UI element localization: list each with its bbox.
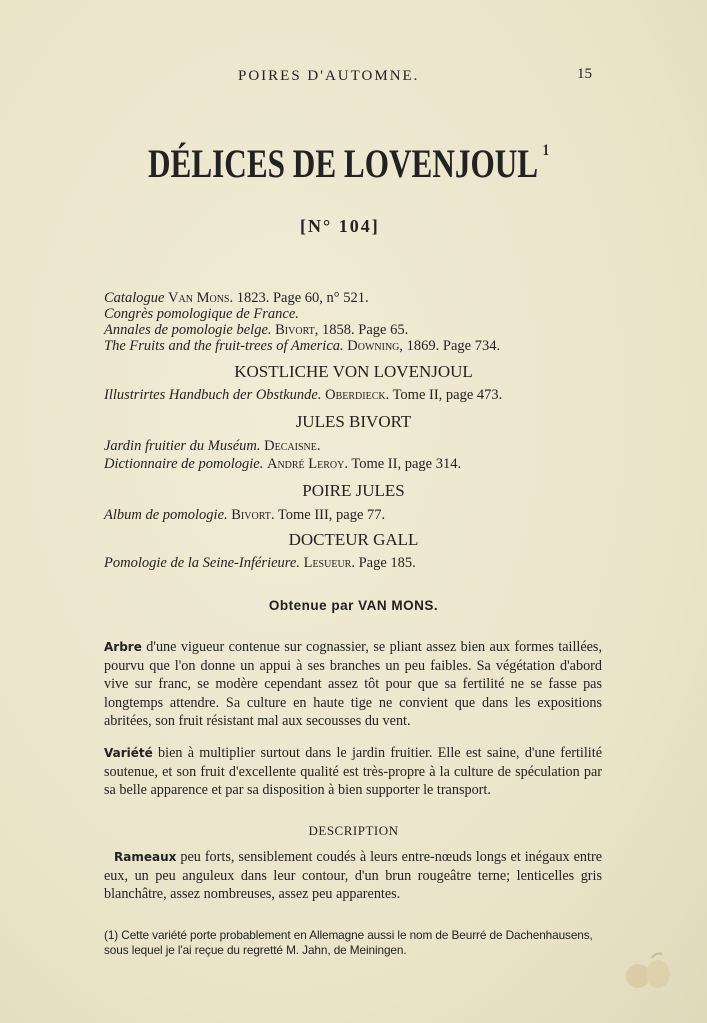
pear-stamp-icon xyxy=(622,950,674,990)
reference-line: Album de pomologie. Bivort. Tome III, page 77. xyxy=(104,507,386,523)
reference-line: Pomologie de la Seine-Inférieure. Lesueur. Page 185. xyxy=(104,555,416,571)
reference-line: Jardin fruitier du Muséum. Decaisne. xyxy=(104,438,321,454)
reference-line: Dictionnaire de pomologie. André Leroy. Tome II, page 314. xyxy=(104,456,462,472)
synonym-heading: DOCTEUR GALL xyxy=(288,530,419,549)
footnote: (1) Cette variété porte probablement en Allemagne aussi le nom de Beurré de Dachenhausens, sous lequel je l'ai reçue du regretté M. Jahn, de Meiningen. xyxy=(104,928,593,957)
footnote-marker: 1 xyxy=(542,142,550,159)
synonym-heading: KOSTLICHE VON LOVENJOUL xyxy=(234,362,473,381)
reference-line: Annales de pomologie belge. Bivort, 1858. Page 65. xyxy=(104,322,409,338)
variety-number: [N° 104] xyxy=(300,216,380,236)
reference-line: Illustrirtes Handbuch der Obstkunde. Oberdieck. Tome II, page 473. xyxy=(104,387,503,403)
description-heading: DESCRIPTION xyxy=(308,823,399,838)
variety-title xyxy=(148,140,549,187)
page-number: 15 xyxy=(577,66,592,82)
synonym-heading: POIRE JULES xyxy=(302,481,405,500)
running-head: POIRES D'AUTOMNE. xyxy=(238,68,420,84)
title-text: DÉLICES DE LOVENJOUL xyxy=(148,141,539,186)
reference-line: The Fruits and the fruit-trees of America. Downing, 1869. Page 734. xyxy=(104,338,501,354)
paragraph-arbre: Arbre d'une vigueur contenue sur cognassier, se pliant assez bien aux formes taillées, pourvu que l'on donne un appui à ses branches un peu faibles. Sa végétation d'abord vive sur franc, se modère cependant assez tôt pour que sa fertilité ne se fasse pas longtemps attendre. Sa culture en haute tige ne convient que dans les expositions abritées, son fruit résistant mal aux secousses du vent. xyxy=(104,639,602,730)
reference-line: Catalogue Van Mons. 1823. Page 60, n° 521. xyxy=(104,290,369,306)
reference-line: Congrès pomologique de France. xyxy=(104,306,299,322)
obtainer-line: Obtenue par VAN MONS. xyxy=(268,598,439,613)
paragraph-rameaux: Rameaux peu forts, sensiblement coudés à leurs entre-nœuds longs et inégaux entre eux, un peu anguleux dans leur contour, d'un brun rougeâtre terne; lenticelles gris blanchâtre, assez nombreuses, assez peu apparentes. xyxy=(104,849,602,903)
paragraph-variete: Variété bien à multiplier surtout dans le jardin fruitier. Elle est saine, d'une fertilité soutenue, et son fruit d'excellente qualité est très-propre à la culture de spéculation par sa belle apparence et par sa disposition à bien supporter le transport. xyxy=(104,745,602,799)
synonym-heading: JULES BIVORT xyxy=(295,412,412,431)
